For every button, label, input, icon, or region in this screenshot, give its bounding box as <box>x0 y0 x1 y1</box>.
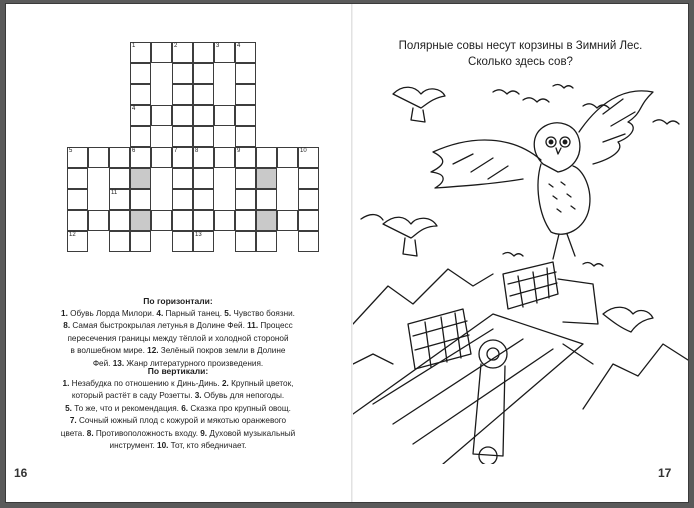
crossword-cell <box>193 84 214 105</box>
crossword-cell <box>67 210 88 231</box>
crossword-cell <box>193 231 214 252</box>
crossword-cell <box>109 189 130 210</box>
crossword-cell <box>235 168 256 189</box>
crossword-cell <box>172 42 193 63</box>
crossword-cell <box>298 189 319 210</box>
clue-text-fragment: Парный танец. <box>163 309 225 318</box>
crossword-cell <box>130 147 151 168</box>
crossword-cell <box>193 42 214 63</box>
crossword-cell <box>235 42 256 63</box>
clue-number: 8. <box>63 321 71 331</box>
crossword-cell <box>256 231 277 252</box>
crossword-cell <box>130 168 151 189</box>
crossword-cell <box>193 147 214 168</box>
crossword-cell <box>256 189 277 210</box>
crossword-cell <box>67 168 88 189</box>
clue-number: 1. <box>62 379 70 388</box>
crossword-cell <box>277 147 298 168</box>
crossword-cell <box>235 126 256 147</box>
crossword-cell <box>256 168 277 189</box>
clue-number: 4. <box>156 309 164 318</box>
down-clue-line <box>18 440 338 452</box>
page-number-left: 16 <box>14 466 28 480</box>
crossword-cell <box>235 147 256 168</box>
clue-text-fragment: Чувство боязни. <box>231 309 295 318</box>
down-clues <box>18 366 338 452</box>
down-clue-line <box>18 378 338 390</box>
across-clue-line <box>18 345 338 357</box>
crossword-cell <box>130 210 151 231</box>
crossword-cell-number: 4 <box>132 106 136 112</box>
clue-text-fragment: Сочный южный плод с кожурой и мякотью оранжевого <box>76 416 287 426</box>
crossword-cell <box>130 126 151 147</box>
clue-text-fragment: в волшебном мире. <box>70 346 148 356</box>
clue-text-fragment: Обувь для непогоды. <box>201 391 285 401</box>
small-owls <box>361 85 679 332</box>
crossword-cell <box>235 189 256 210</box>
crossword-cell <box>235 63 256 84</box>
crossword-cell <box>214 105 235 126</box>
crossword-cell <box>151 147 172 168</box>
clue-text-fragment: Фей. <box>92 358 113 368</box>
crossword-cell <box>151 42 172 63</box>
down-clue-line <box>18 390 338 402</box>
clue-text-fragment: который растёт в саду Розетты. <box>71 391 195 401</box>
down-heading: По вертикали: <box>147 366 209 376</box>
clue-text-fragment: Тот, кто ябедничает. <box>168 441 247 451</box>
owl-coloring-illustration <box>353 64 688 464</box>
clue-text-fragment: То же, что и рекомендация. <box>71 403 182 413</box>
crossword-cell <box>67 231 88 252</box>
crossword-cell-number: 11 <box>111 190 118 196</box>
crossword-cell <box>193 168 214 189</box>
main-owl <box>431 91 653 259</box>
across-clue-line <box>18 320 338 332</box>
crossword-cell <box>172 126 193 147</box>
crossword-cell <box>214 42 235 63</box>
crossword-cell <box>130 63 151 84</box>
crossword-cell <box>193 126 214 147</box>
crossword-cell <box>109 210 130 231</box>
crossword-cell <box>109 231 130 252</box>
clue-number: 1. <box>61 309 68 318</box>
crossword-cell <box>130 231 151 252</box>
crossword-cell <box>67 189 88 210</box>
page-number-right: 17 <box>658 466 672 480</box>
clue-number: 7. <box>69 416 77 426</box>
crossword-cell <box>172 210 193 231</box>
crossword-cell-number: 13 <box>195 232 202 238</box>
down-clue-line <box>18 428 338 440</box>
crossword-cell <box>109 168 130 189</box>
clue-text-fragment: Крупный цветок, <box>228 379 294 388</box>
crossword-cell <box>298 231 319 252</box>
crossword-cell <box>172 105 193 126</box>
crossword-cell <box>235 84 256 105</box>
crossword-cell-number: 10 <box>300 148 307 154</box>
crossword-cell <box>193 105 214 126</box>
across-clues <box>18 296 338 370</box>
crossword-cell <box>298 168 319 189</box>
clue-text-fragment: Духовой музыкальный <box>207 428 296 438</box>
crossword-cell <box>130 189 151 210</box>
clue-text-fragment: цвета. <box>60 428 87 438</box>
crossword-cell <box>277 210 298 231</box>
crossword-cell-number: 7 <box>174 148 178 154</box>
left-page <box>6 4 351 502</box>
crossword-cell <box>172 63 193 84</box>
book-spread <box>6 4 688 502</box>
crossword-cell <box>256 147 277 168</box>
clue-text-fragment: Сказка про крупный овощ. <box>188 403 291 413</box>
crossword-cell <box>214 210 235 231</box>
crossword-cell-number: 3 <box>216 43 220 49</box>
crossword-cell-number: 6 <box>132 148 136 154</box>
crossword-cell <box>172 147 193 168</box>
clue-text-fragment: пересечения границы между тёплой и холодной стороной <box>67 333 289 343</box>
clue-number: 3. <box>194 391 202 401</box>
clue-text-fragment: Самая быстрокрылая летунья в Долине Фей. <box>70 321 248 331</box>
crossword-cell <box>172 231 193 252</box>
crossword-cell-number: 9 <box>237 148 241 154</box>
clue-number: 8. <box>86 428 94 438</box>
clue-text-fragment: Жанр литературного произведения. <box>124 358 264 368</box>
across-clue-line <box>18 308 338 320</box>
clue-number: 13. <box>112 358 125 368</box>
down-clue-text <box>18 378 338 452</box>
crossword-cell <box>235 210 256 231</box>
crossword-cell <box>130 42 151 63</box>
crossword-cell <box>193 189 214 210</box>
question-line-1: Полярные совы несут корзины в Зимний Лес. <box>398 40 643 52</box>
clue-number: 10. <box>157 441 169 451</box>
crossword-cell <box>172 84 193 105</box>
crossword-cell <box>235 105 256 126</box>
question-line-2: Сколько здесь сов? <box>468 56 573 68</box>
crossword-cell <box>130 84 151 105</box>
clue-text-fragment: инструмент. <box>109 441 158 451</box>
down-clue-line <box>18 403 338 415</box>
clue-number: 9. <box>200 428 208 438</box>
crossword-cell <box>193 210 214 231</box>
crossword-cell-number: 8 <box>195 148 199 154</box>
across-clue-text <box>18 308 338 370</box>
crossword-cell <box>256 210 277 231</box>
across-clue-line <box>18 333 338 345</box>
clue-number: 12. <box>147 346 159 356</box>
clue-text-fragment: Противоположность входу. <box>93 428 201 438</box>
crossword-cell <box>130 105 151 126</box>
crossword-cell <box>172 189 193 210</box>
across-heading: По горизонтали: <box>143 296 213 306</box>
clue-number: 6. <box>181 403 189 413</box>
clue-number: 2. <box>222 379 229 388</box>
clue-number: 5. <box>65 403 72 413</box>
clue-number: 11. <box>247 321 259 331</box>
crossword-cell <box>193 63 214 84</box>
crossword-cell <box>235 231 256 252</box>
crossword-cell <box>88 147 109 168</box>
mountain-outline <box>353 269 493 324</box>
crossword-cell <box>298 147 319 168</box>
crossword-cell-number: 12 <box>69 232 76 238</box>
crossword-grid <box>6 4 351 274</box>
clue-number: 5. <box>224 309 232 318</box>
crossword-cell <box>109 147 130 168</box>
crossword-cell-number: 5 <box>69 148 73 154</box>
crossword-cell <box>151 105 172 126</box>
clue-text-fragment: Незабудка по отношению к Динь-Динь. <box>69 379 222 388</box>
right-page <box>353 4 688 502</box>
down-clue-line <box>18 415 338 427</box>
crossword-cell-number: 2 <box>174 43 178 49</box>
clue-text-fragment: Обувь Лорда Милори. <box>67 309 157 318</box>
crossword-cell-number: 4 <box>237 43 241 49</box>
crossword-cell <box>298 210 319 231</box>
crossword-cell <box>214 147 235 168</box>
crossword-cell <box>151 210 172 231</box>
crossword-cell-number: 1 <box>132 43 136 49</box>
crossword-cell <box>172 168 193 189</box>
crossword-cell <box>67 147 88 168</box>
crossword-cell <box>88 210 109 231</box>
clue-text-fragment: Процесс <box>258 321 293 331</box>
clue-text-fragment: Зелёный покров земли в Долине <box>158 346 286 356</box>
